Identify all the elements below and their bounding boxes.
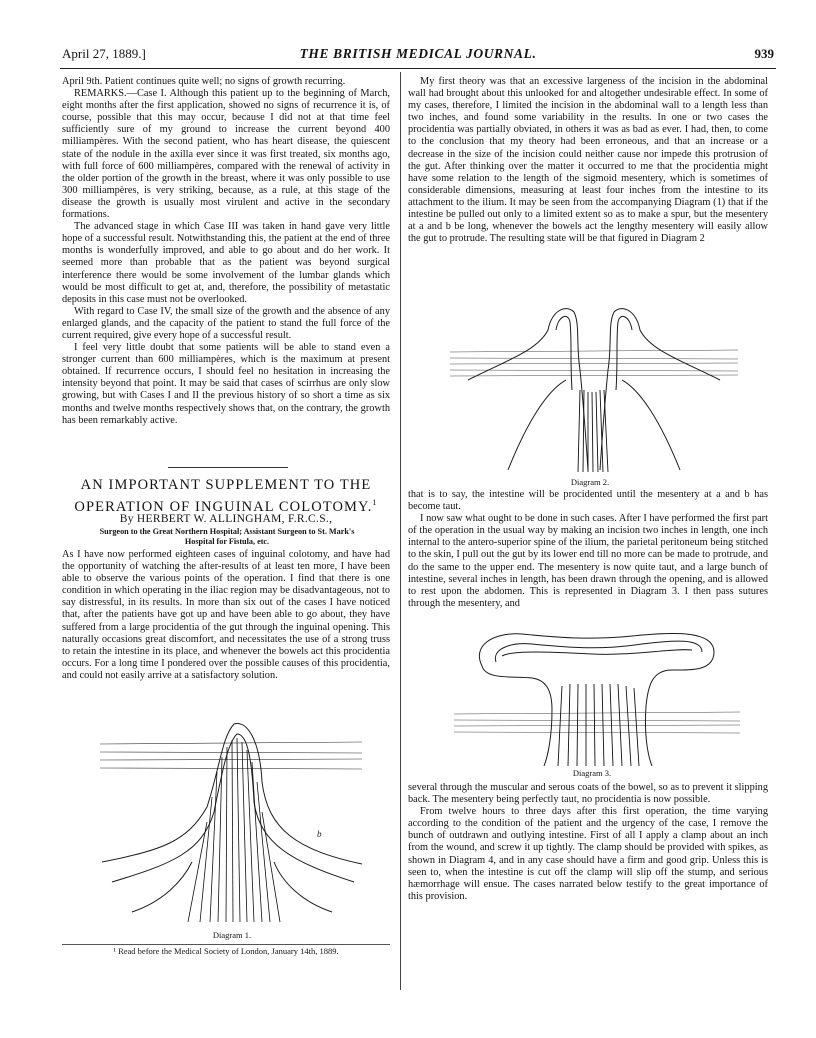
article-text-right-middle bbox=[408, 489, 768, 610]
issue-date: April 27, 1889.] bbox=[62, 46, 146, 61]
article-text-right-bottom bbox=[408, 782, 768, 903]
author-byline: By HERBERT W. ALLINGHAM, F.R.C.S., bbox=[119, 513, 333, 525]
paragraph: From twelve hours to three days after this first operation, the time varying according to the condition of the patient and the urgency of the case, I remove the bunch of outdrawn and outlying intestine. First of all I apply a clamp about an inch from the wound, and screw it up tightly. The clamp should be provided with spikes, as shown in Diagram 4, and in any case should have a firm and good grip. Unless this is seen to, when the intestine is cut off the clamp will slip off the stump, and serious hæmorrhage will ensue. The cases narrated below testify to the great importance of this provision. bbox=[408, 806, 768, 902]
affiliation-line: Surgeon to the Great Northern Hospital; Assistant Surgeon to St. Mark's bbox=[99, 527, 355, 536]
previous-article-text bbox=[62, 76, 390, 427]
section-separator bbox=[168, 467, 288, 468]
diagram-1-caption: Diagram 1. bbox=[212, 930, 252, 940]
paragraph: several through the muscular and serous coats of the bowel, so as to prevent it slipping back. The mesentery being perfectly taut, no procidentia is now possible. bbox=[408, 782, 768, 806]
paragraph: REMARKS.—Case I. Although this patient up to the beginning of March, eight months after the first application, showed no signs of recurrence it is, of course, possible that this may occur, because I did not at that time feel sufficiently sure of my ground to increase the current beyond 400 milliampères. With the second patient, who has heart disease, the quiescent state of the nodule in the axilla ever since it was first treated, six months ago, with full force of 600 milliampères, compared with the renewal of activity in the older portion of the growth in the breast, where it was only possible to use 300 milliampères, is very striking, because, as a rule, at this stage of the disease the growth is usually most virulent and active in the secondary formations. bbox=[62, 88, 390, 221]
header-rule bbox=[60, 68, 776, 69]
diagram-3-illustration bbox=[452, 626, 742, 768]
svg-text:b: b bbox=[317, 829, 322, 839]
paragraph: With regard to Case IV, the small size of the growth and the absence of any enlarged glands, and the capacity of the patient to stand the full force of the current required, give every hope of a successful result. bbox=[62, 305, 390, 341]
footnote-marker: 1 bbox=[372, 498, 378, 507]
article-title bbox=[62, 477, 390, 516]
article-intro-text bbox=[62, 549, 390, 682]
paragraph: I feel very little doubt that some patients will be able to stand even a stronger current than 600 milliampères, which is the maximum at present obtained. If recurrence occurs, I should feel no hesitation in increasing the intensity beyond that point. It may be said that cases of scirrhus are only slow growing, but with Cases I and II the previous history of so short a time as six months and twelve months respectively shows that, on the contrary, the growth has been remarkably active. bbox=[62, 342, 390, 426]
article-title-line: AN IMPORTANT SUPPLEMENT TO THE bbox=[80, 477, 372, 493]
paragraph: that is to say, the intestine will be procidented until the mesentery at a and b has become taut. bbox=[408, 489, 768, 513]
running-header bbox=[62, 46, 774, 66]
paragraph: My first theory was that an excessive largeness of the incision in the abdominal wall had brought about this unlooked for and altogether undesirable effect. In some of my cases, therefore, I limited the incision in the abdominal wall to a length less than two inches, and found some variability in the results. In one or two cases the procidentia was partially obviated, in others it was as bad as ever. I had, then, to come to the conclusion that my theory had been erroneous, and that an increase or a decrease in the size of the incision could neither cause nor impede this protrusion of the gut. After thinking over the matter it occurred to me that the procidentia might have some relation to the length of the sigmoid mesentery, which is sometimes of considerable dimensions, measuring at least four inches from the intestine to its attachment to the ilium. It may be seen from the accompanying Diagram (1) that if the intestine be pulled out only to a limited extent so as to make a spur, but the mesentery at a and b be long, whenever the bowels act the lengthy mesentery will easily allow the gut to protrude. The resulting state will be that figured in Diagram 2 bbox=[408, 76, 768, 245]
journal-title: THE BRITISH MEDICAL JOURNAL. bbox=[299, 46, 537, 61]
footnote: ¹ Read before the Medical Society of London, January 14th, 1889. bbox=[113, 946, 339, 956]
diagram-2-illustration bbox=[448, 300, 740, 476]
affiliation-line: Hospital for Fistula, etc. bbox=[184, 537, 270, 546]
paragraph: April 9th. Patient continues quite well; no signs of growth recurring. bbox=[62, 76, 346, 87]
author-affiliation bbox=[74, 527, 380, 547]
footnote-rule bbox=[62, 944, 390, 945]
diagram-1-illustration bbox=[92, 712, 372, 930]
article-title-line: OPERATION OF INGUINAL COLOTOMY.$^1$ bbox=[74, 498, 378, 515]
article-text-right-top bbox=[408, 76, 768, 245]
remarks-lead-in: REMARKS. bbox=[74, 88, 127, 100]
column-divider bbox=[400, 72, 401, 990]
diagram-2-caption: Diagram 2. bbox=[570, 477, 610, 487]
page-number: 939 bbox=[754, 46, 774, 61]
diagram-3-caption: Diagram 3. bbox=[572, 768, 612, 778]
paragraph: I now saw what ought to be done in such cases. After I have performed the first part of the operation in the usual way by making an incision two inches in length, one inch internal to the antero-superior spine of the ilium, the parietal peritoneum being stitched to the skin, I pull out the gut by its lower end till no more can be made to protrude, and do the same to the upper end. The mesentery is now quite taut, and a large bunch of intestine, several inches in length, has been drawn through the opening, and is allowed to rest upon the abdomen. This is represented in Diagram 3. I then pass sutures through the mesentery, and bbox=[408, 513, 768, 609]
paragraph: As I have now performed eighteen cases of inguinal colotomy, and have had the opportunity of watching the after-results of at least ten more, I have been able to observe the various points of the operation. I find that there is one condition in which operating in the iliac region may be disadvantageous, not to say distressful, in its results. In more than six out of the cases I have noticed that, after the patients have got up and have been able to go about, they have suffered from a large procidentia of the gut through the inguinal opening. This naturally occasions great discomfort, and necessitates the use of a strong truss to retain the intestine in its place, and whenever the bowels act this procidentia occurs. For a long time I pondered over the possible causes of this procidentia, and could not easily arrive at a satisfactory solution. bbox=[62, 549, 390, 681]
paragraph: The advanced stage in which Case III was taken in hand gave very little hope of a successful result. Notwithstanding this, the patient at the end of three months is wonderfully improved, and able to go about and do her work. It seemed more than probable that as the patient was beyond surgical interference there would be some involvement of the lumbar glands which would be most difficult to get at, and, therefore, the possibility of metastatic deposits in this case must not be overlooked. bbox=[62, 221, 390, 305]
